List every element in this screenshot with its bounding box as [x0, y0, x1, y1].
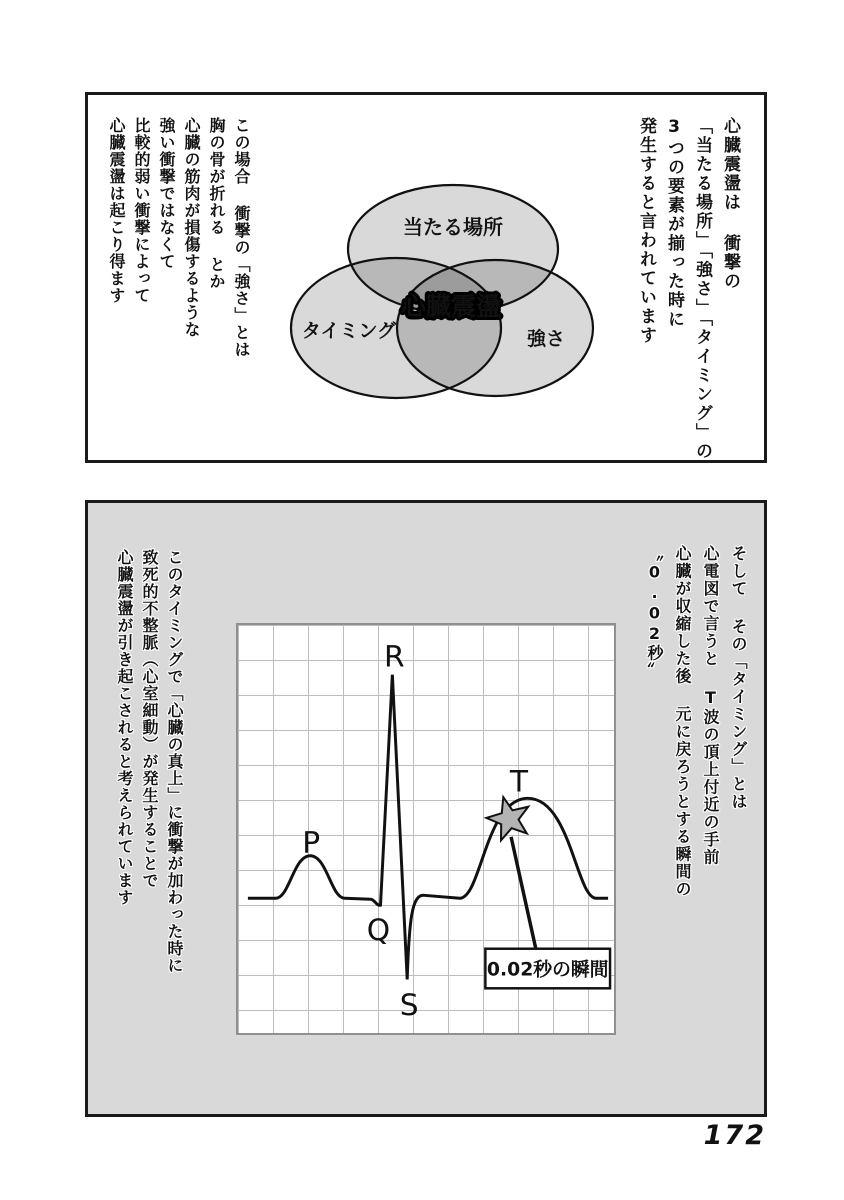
venn-diagram [283, 181, 603, 413]
narration-bottom-right [640, 545, 752, 898]
narration-column: 致死的不整脈（心室細動）が発生することで [140, 549, 159, 889]
panel-venn [85, 92, 767, 463]
narration-column: 発生すると言われています [636, 117, 656, 345]
ecg-label-t: T [509, 763, 529, 799]
page-number: 172 [703, 1120, 766, 1151]
venn-label-strength: 強さ [526, 328, 566, 350]
narration-column: 心電図で言うと T波の頂上付近の手前 [701, 545, 720, 866]
venn-label-location: 当たる場所 [403, 215, 503, 239]
narration-column: 3つの要素が揃った時に [664, 117, 684, 329]
narration-column: このタイミングで「心臓の真上」に衝撃が加わった時に [165, 549, 184, 974]
ecg-trace-svg [238, 625, 614, 1033]
callout-pointer-line [511, 837, 536, 949]
narration-column: 〝0.02秒〟 [645, 545, 664, 680]
venn-label-center: 心臓震盪 [400, 292, 502, 321]
narration-column: 「当たる場所」「強さ」「タイミング」の [692, 117, 712, 461]
narration-bottom-left [112, 549, 187, 974]
panel-ecg [85, 500, 767, 1117]
ecg-label-q: Q [366, 911, 391, 947]
callout-label: 0.02秒の瞬間 [486, 959, 609, 981]
narration-column: 心臓震盪が引き起こされると考えられています [115, 549, 134, 906]
narration-column: 強い衝撃ではなくて [157, 117, 176, 270]
narration-column: 胸の骨が折れる とか [207, 117, 226, 290]
ecg-label-r: R [384, 638, 405, 674]
ecg-label-p: P [302, 824, 321, 860]
ecg-label-s: S [399, 987, 419, 1023]
narration-column: 心臓震盪は 衝撃の [720, 117, 740, 291]
venn-label-timing: タイミング [301, 320, 397, 342]
narration-top-right [632, 117, 744, 461]
narration-column: 心臓の筋肉が損傷するような [182, 117, 201, 338]
narration-column: この場合 衝撃の「強さ」とは [232, 117, 251, 358]
narration-column: 心臓が収縮した後 元に戻ろうとする瞬間の [673, 545, 692, 898]
narration-column: 心臓震盪は起こり得ます [107, 117, 126, 304]
narration-column: そして その「タイミング」とは [729, 545, 748, 811]
ecg-chart [236, 623, 616, 1035]
narration-column: 比較的弱い衝撃によって [132, 117, 151, 304]
narration-top-left [104, 117, 254, 358]
